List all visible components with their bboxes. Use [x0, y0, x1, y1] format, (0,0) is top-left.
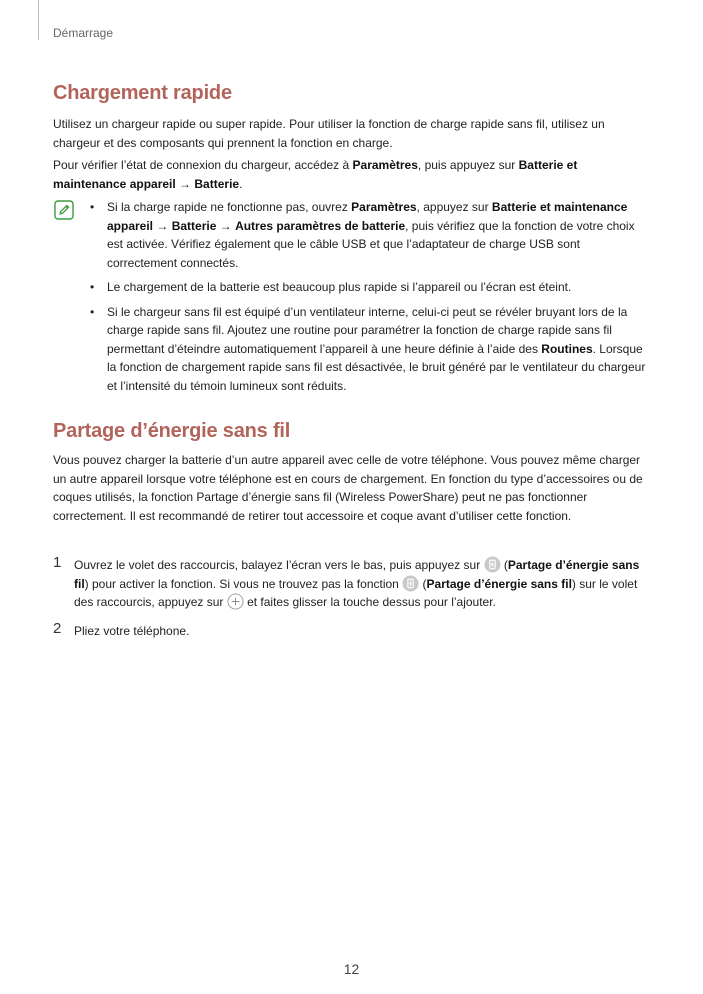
note-pencil-icon	[54, 200, 74, 220]
page-number: 12	[343, 961, 360, 977]
step-number: 1	[53, 554, 62, 571]
paragraph	[53, 156, 653, 193]
step-number: 2	[53, 619, 62, 637]
text: Ouvrez le volet des raccourcis, balayez l’écran vers le bas, puis appuyez sur	[74, 558, 484, 572]
text: , puis vérifiez que la fonction de votre choix est activée. Vérifiez également que le câble USB et que l’adaptateur de charge USB sont correctement connectés.	[107, 218, 635, 270]
section-title-partage-energie: Partage d’énergie sans fil	[53, 420, 291, 442]
text: ) sur le volet des raccourcis, appuyez sur	[74, 576, 638, 609]
bullet: •	[90, 304, 95, 319]
steps-list	[53, 556, 653, 640]
bold-term: Batterie et maintenance appareil	[53, 158, 578, 191]
bullet: •	[90, 200, 95, 214]
text: →	[175, 176, 195, 191]
text: →	[216, 218, 236, 233]
bold-term: Batterie et maintenance appareil	[107, 200, 628, 233]
step-item	[53, 619, 653, 641]
text: .	[239, 176, 243, 191]
bold-term: Batterie	[171, 218, 217, 233]
list-item	[90, 278, 652, 297]
list-item	[90, 198, 652, 272]
bold-term: Routines	[541, 341, 593, 356]
text: Pour vérifier l’état de connexion du chargeur, accédez à	[53, 158, 353, 172]
powershare-icon	[484, 556, 501, 573]
bullet: •	[90, 280, 95, 294]
chapter-header: Démarrage	[53, 26, 114, 40]
margin-rule	[38, 0, 39, 40]
bold-term: Partage d’énergie sans fil	[74, 558, 640, 591]
add-icon	[227, 593, 244, 610]
text: , puis appuyez sur	[417, 158, 519, 172]
bold-term: Partage d’énergie sans fil	[426, 576, 572, 591]
text: . Lorsque la fonction de chargement rapide sans fil est désactivée, le bruit généré par le ventilateur du chargeur et l’intensité du témoin lumineux sont réduits.	[107, 341, 646, 393]
text: →	[153, 218, 172, 233]
bold-term: Paramètres	[352, 158, 418, 172]
text: (	[419, 576, 427, 591]
text: ) pour activer la fonction. Si vous ne trouvez pas la fonction	[84, 576, 403, 591]
text: (	[500, 558, 508, 572]
text: Si la charge rapide ne fonctionne pas, ouvrez	[107, 200, 352, 214]
text: et faites glisser la touche dessus pour l’ajouter.	[243, 595, 496, 609]
paragraph: Vous pouvez charger la batterie d’un autre appareil avec celle de votre téléphone. Vous pouvez même charger un autre appareil lorsque votre téléphone est en cours de chargement. En fonction du type d’accessoires ou de coques utilisés, la fonction Partage d’énergie sans fil (Wireless PowerShare) peut ne pas fonctionner correctement. Il est recommandé de retirer tout accessoire et coque avant d’utiliser cette fonction.	[53, 453, 643, 523]
step-item	[53, 556, 653, 612]
section-title-chargement-rapide: Chargement rapide	[53, 82, 232, 104]
paragraph: Utilisez un chargeur rapide ou super rapide. Pour utiliser la fonction de charge rapide sans fil, utilisez un chargeur et des composants qui prennent la fonction en charge.	[53, 117, 605, 150]
list-item	[90, 303, 652, 396]
bold-term: Autres paramètres de batterie	[235, 218, 406, 233]
text: Si le chargeur sans fil est équipé d’un ventilateur interne, celui-ci peut se révéler bruyant lors de la charge rapide sans fil. Ajoutez une routine pour paramétrer la fonction de charge rapide sans fil permettant d’éteindre automatiquement l’appareil à une heure définie à l’aide des	[107, 304, 628, 356]
bold-term: Batterie	[194, 176, 240, 191]
text: , appuyez sur	[416, 200, 492, 214]
powershare-icon	[402, 575, 419, 592]
bold-term: Paramètres	[351, 200, 417, 214]
text: Pliez votre téléphone.	[74, 623, 190, 638]
note-bullet-list	[90, 198, 652, 401]
text: Le chargement de la batterie est beaucoup plus rapide si l’appareil ou l’écran est éteint.	[107, 280, 572, 294]
